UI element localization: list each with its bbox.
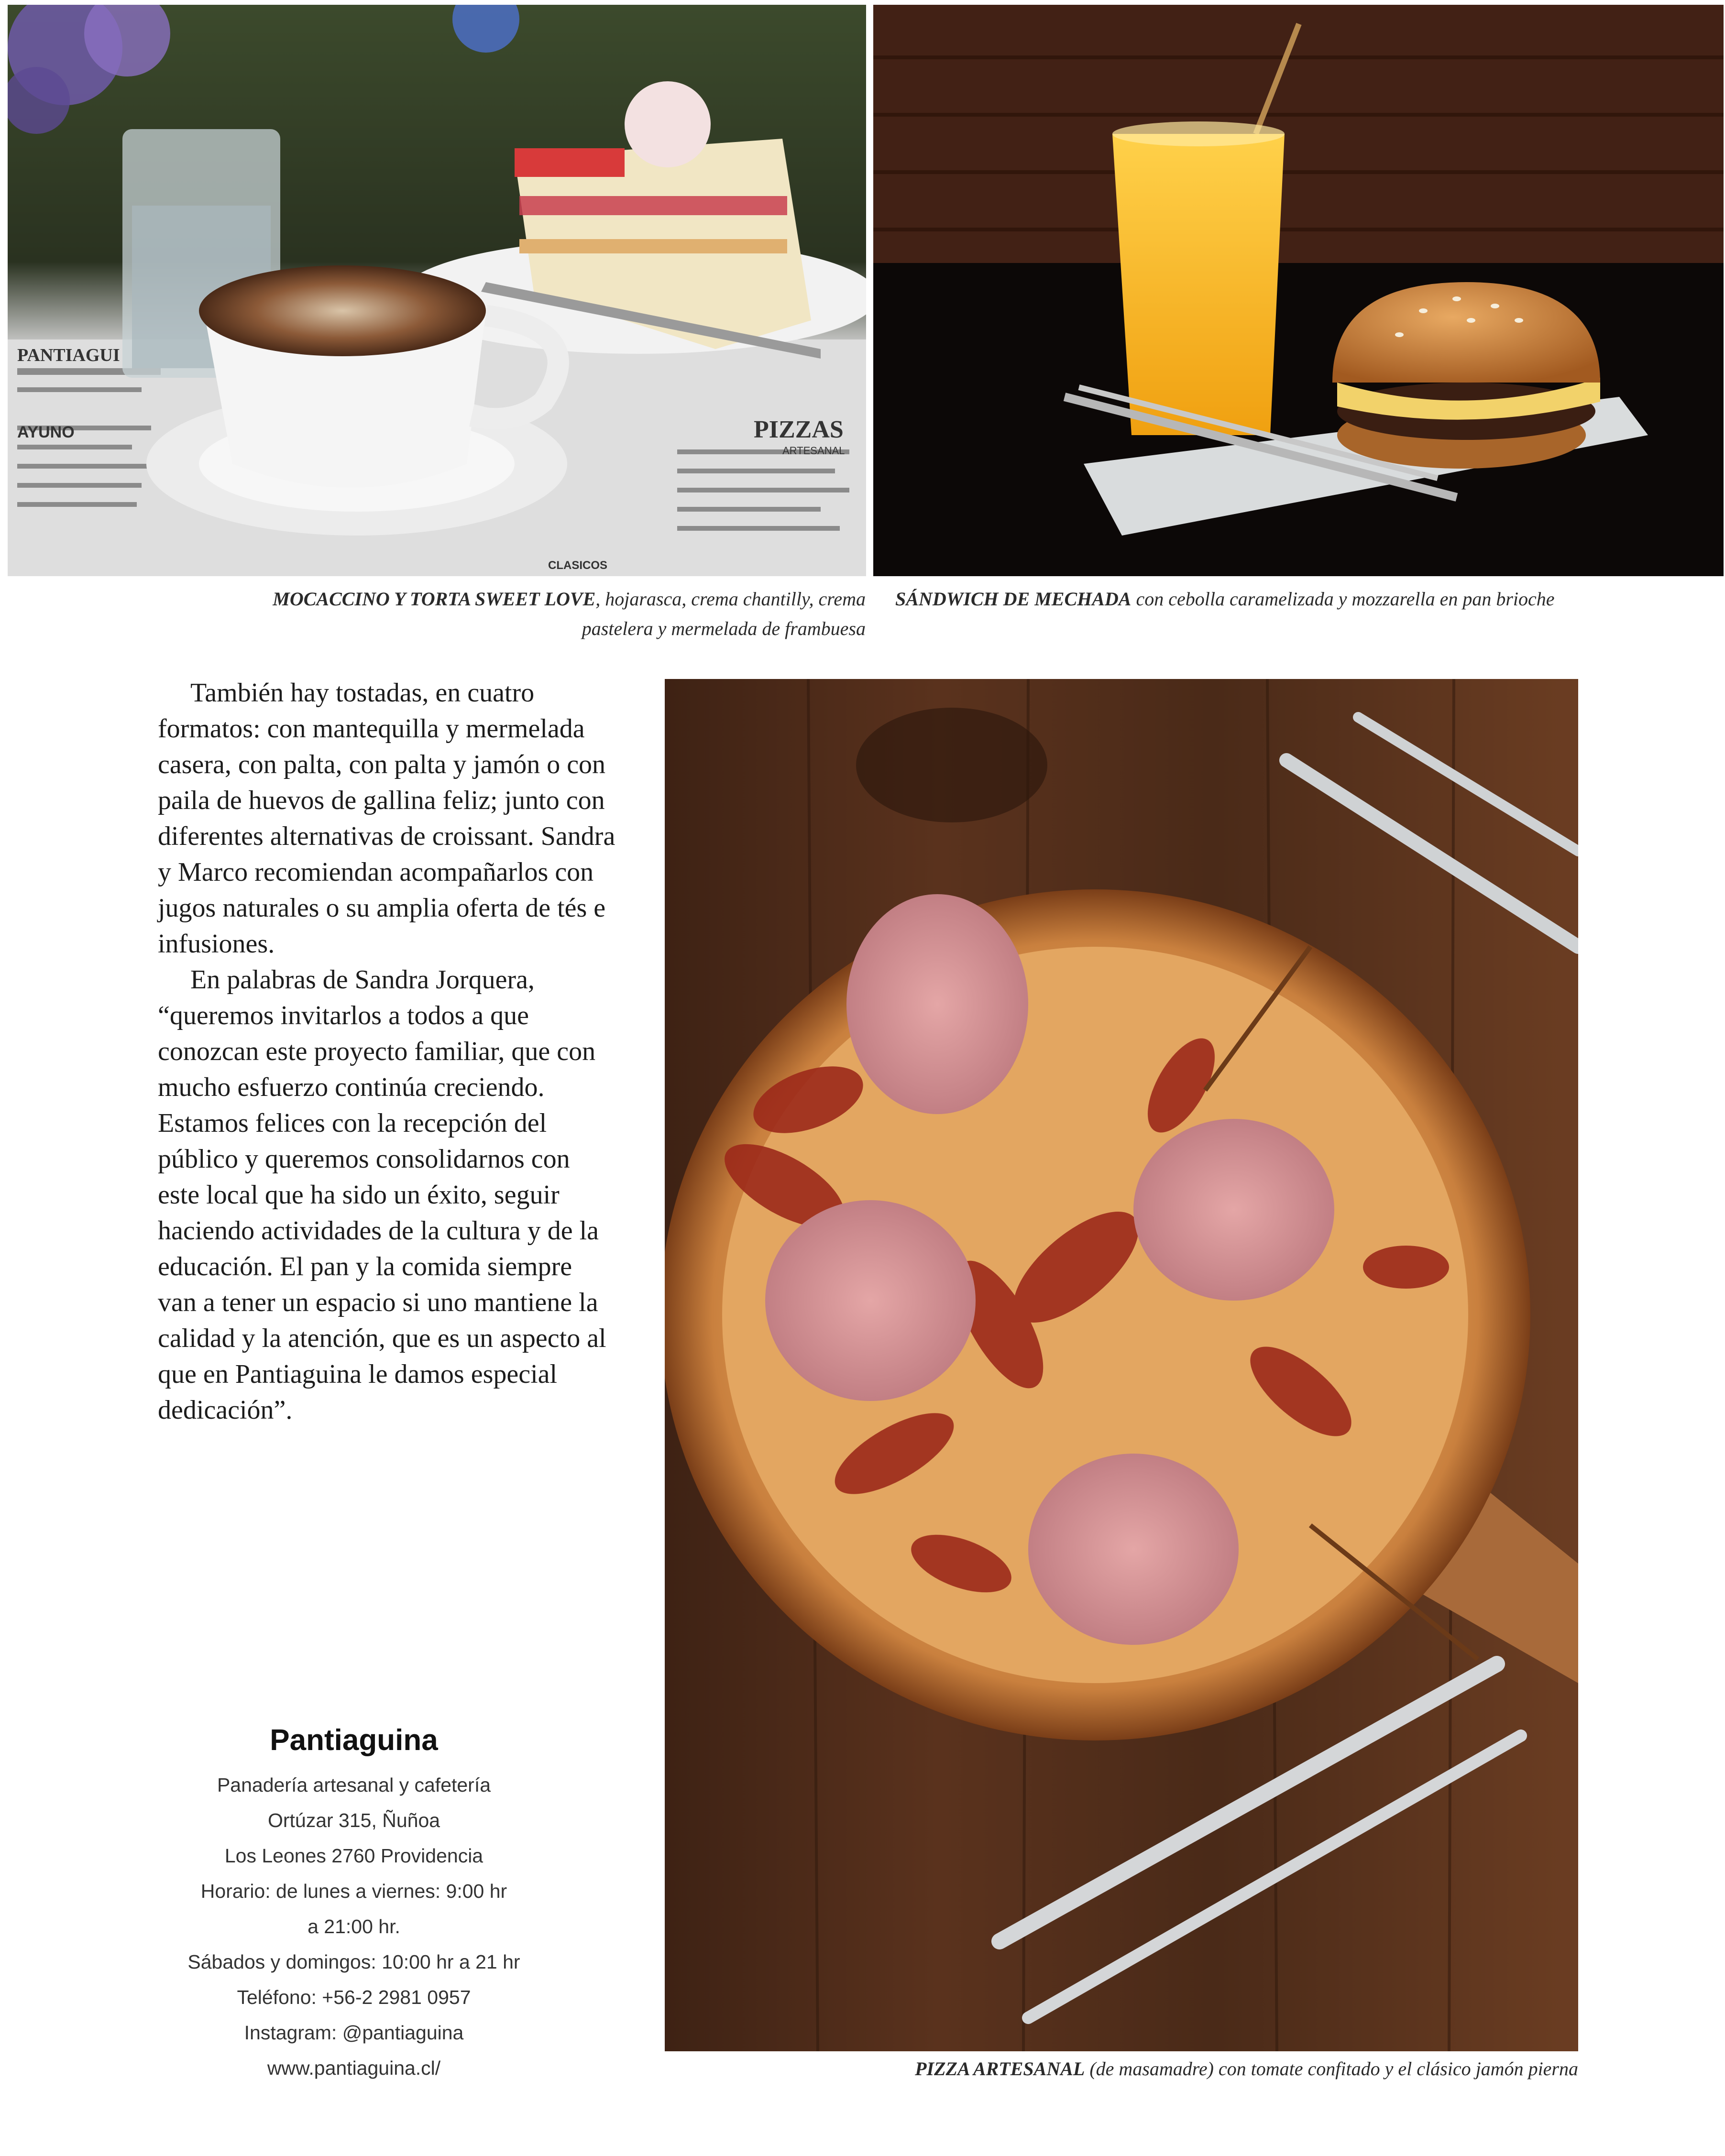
caption-pizza: [717, 2054, 1578, 2084]
caption-sandwich: [895, 584, 1723, 614]
caption-sandwich-text: con cebolla caramelizada y mozzarella en pan brioche: [1131, 588, 1555, 610]
caption-mocaccino: [210, 584, 866, 644]
caption-mocaccino-title: MOCACCINO Y TORTA SWEET LOVE: [273, 588, 596, 610]
address-providencia: Los Leones 2760 Providencia: [224, 1845, 483, 1867]
article-body: [158, 675, 617, 1428]
website-link[interactable]: www.pantiaguina.cl/: [267, 2057, 441, 2079]
newspaper-text-5: CLASICOS: [548, 559, 608, 572]
photo-mocaccino-cake: [8, 5, 866, 576]
photo-pizza: [665, 679, 1578, 2051]
newspaper-text-4: ARTESANAL: [782, 445, 845, 457]
article-paragraph-1: También hay tostadas, en cuatro formatos: con mantequilla y mermelada casera, con palta, con palta y jamón o con paila de huevos de gallina feliz; junto con diferentes alternativas de croissant. Sandra y Marco recomiendan acompañarlos con jugos naturales o su amplia oferta de tés e infusiones.: [158, 678, 615, 959]
caption-sandwich-title: SÁNDWICH DE MECHADA: [895, 588, 1132, 610]
newspaper-text-3: PIZZAS: [754, 416, 844, 443]
phone: Teléfono: +56-2 2981 0957: [237, 1986, 471, 2008]
business-type: Panadería artesanal y cafetería: [217, 1774, 491, 1796]
instagram: Instagram: @pantiaguina: [244, 2022, 464, 2044]
hours-weekdays: Horario: de lunes a viernes: 9:00 hr: [200, 1880, 507, 1902]
business-name: Pantiaguina: [270, 1724, 438, 1757]
caption-pizza-text: (de masamadre) con tomate confitado y el clásico jamón pierna: [1085, 2058, 1578, 2079]
business-info: [158, 1721, 550, 2086]
caption-mocaccino-text-2: pastelera y mermelada de frambuesa: [582, 618, 866, 639]
article-paragraph-2: En palabras de Sandra Jorquera, “queremos invitarlos a todos a que conozcan este proyecto familiar, que con mucho esfuerzo continúa creciendo. Estamos felices con la recepción del público y queremos consolidarnos con este local que ha sido un éxito, seguir haciendo actividades de la cultura y de la educación. El pan y la comida siempre van a tener un espacio si uno mantiene la calidad y la atención, que es un aspecto al que en Pantiaguina le damos especial dedicación”.: [158, 965, 606, 1425]
hours-weekend: Sábados y domingos: 10:00 hr a 21 hr: [187, 1951, 520, 1973]
caption-mocaccino-text-1: , hojarasca, crema chantilly, crema: [595, 588, 866, 610]
newspaper-text-2: AYUNO: [17, 423, 75, 441]
newspaper-text-1: PANTIAGUI: [17, 345, 120, 365]
photo-sandwich-juice: [873, 5, 1724, 576]
hours-weekdays-end: a 21:00 hr.: [308, 1915, 400, 1937]
caption-pizza-title: PIZZA ARTESANAL: [915, 2058, 1085, 2079]
address-nunoa: Ortúzar 315, Ñuñoa: [267, 1809, 440, 1831]
